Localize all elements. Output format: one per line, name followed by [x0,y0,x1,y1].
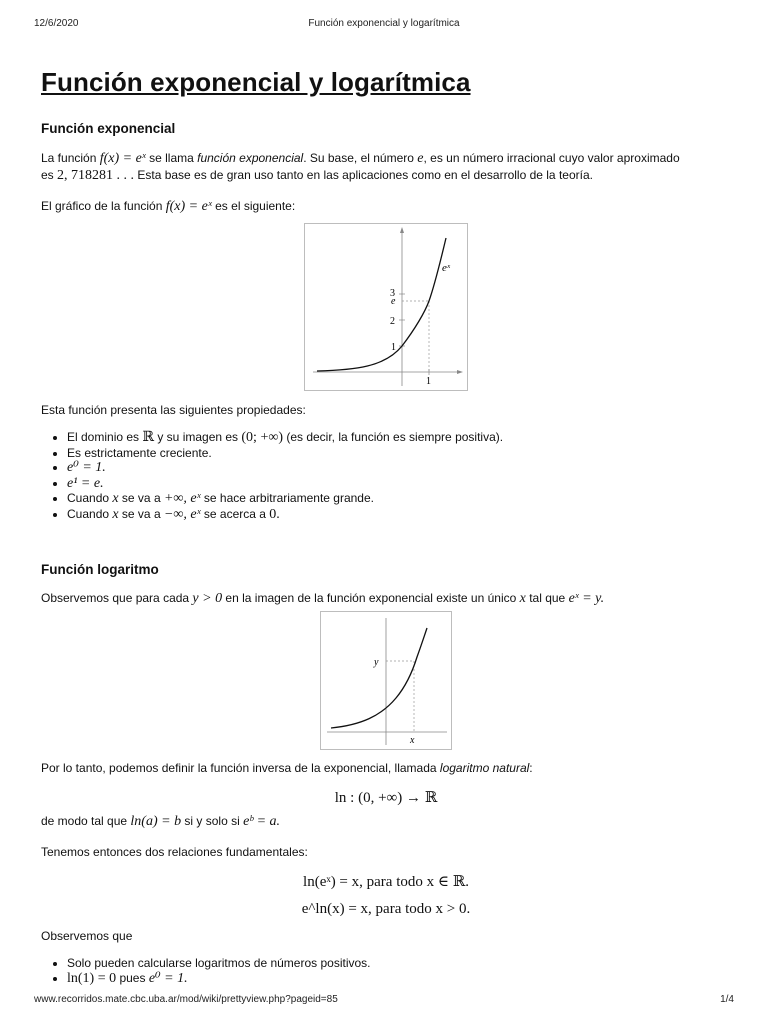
properties-list [41,430,731,522]
paragraph-ln-condition: de modo tal que ln(a) = b si y solo si eᵇ = a. [41,814,281,829]
footer-url: www.recorridos.mate.cbc.uba.ar/mod/wiki/prettyview.php?pageid=85 [34,994,338,1005]
label-tick-3: 3 [390,288,395,299]
curve-label: eˣ [442,262,450,274]
observations-list [41,956,731,986]
label-y: y [374,657,379,668]
page-title: Función exponencial y logarítmica [41,67,471,97]
log-definition-block [41,760,731,986]
print-page-title: Función exponencial y logarítmica [308,18,460,29]
exp-curve [317,238,446,371]
paragraph-observe: Observemos que [41,929,133,943]
list-item: • e⁰ = 1. [67,460,731,476]
list-item: • Cuando x se va a +∞, eˣ se hace arbitrariamente grande. [67,491,731,507]
label-tick-e: e [391,296,396,307]
list-item: • ln(1) = 0 pues e⁰ = 1. [67,971,731,987]
list-item: • El dominio es ℝ y su imagen es (0; +∞) (es decir, la función es siempre positiva). [67,430,731,446]
properties-intro: Esta función presenta las siguientes propiedades: [41,403,306,417]
list-item: • e¹ = e. [67,476,731,492]
document-content [41,60,731,215]
list-item: • Solo pueden calcularse logaritmos de números positivos. [67,956,731,971]
footer-page-number: 1/4 [720,994,734,1005]
properties-block [41,402,731,607]
formula-e-value: 2, 718281 . . . [57,168,135,183]
inverse-graph-svg [321,612,451,749]
section-heading-exponential: Función exponencial [41,121,176,136]
paragraph-graph-intro: El gráfico de la función f(x) = eˣ es el siguiente: [41,199,296,214]
paragraph-log-intro: Observemos que para cada y > 0 en la imagen de la función exponencial existe un único x tal que eˣ = y. [41,591,605,606]
exp-graph-svg [305,224,467,390]
list-item: • Cuando x se va a −∞, eˣ se acerca a 0. [67,507,731,523]
exp-curve [331,628,427,728]
print-date: 12/6/2020 [34,18,79,29]
label-tick-1-y: 1 [391,342,396,353]
label-x: x [410,735,415,746]
paragraph-inverse: Por lo tanto, podemos definir la función inversa de la exponencial, llamada logaritmo natural: [41,761,533,775]
paragraph-exp-intro: La función f(x) = eˣ se llama función exponencial. Su base, el número e, es un número irracional cuyo valor aproximado es 2, 718281 . . . Esta base es de gran uso tanto en las aplicaciones como en el desarrollo de la teoría. [41,151,680,183]
formula-fx: f(x) = eˣ [99,151,146,166]
formula-relation-2: e^ln(x) = x, para todo x > 0. [301,901,471,917]
paragraph-relations: Tenemos entonces dos relaciones fundamentales: [41,845,308,859]
formula-ln-definition: ln : (0, +∞) → ℝ [334,790,438,806]
exp-graph [304,223,468,391]
y-axis-arrow [400,227,404,233]
label-tick-1-x: 1 [426,376,431,387]
section-heading-logarithm: Función logaritmo [41,562,159,577]
x-axis-arrow [457,370,463,374]
list-item: • Es estrictamente creciente. [67,446,731,461]
formula-relation-1: ln(eˣ) = x, para todo x ∈ ℝ. [303,874,469,890]
inverse-graph [320,611,452,750]
label-tick-2: 2 [390,316,395,327]
